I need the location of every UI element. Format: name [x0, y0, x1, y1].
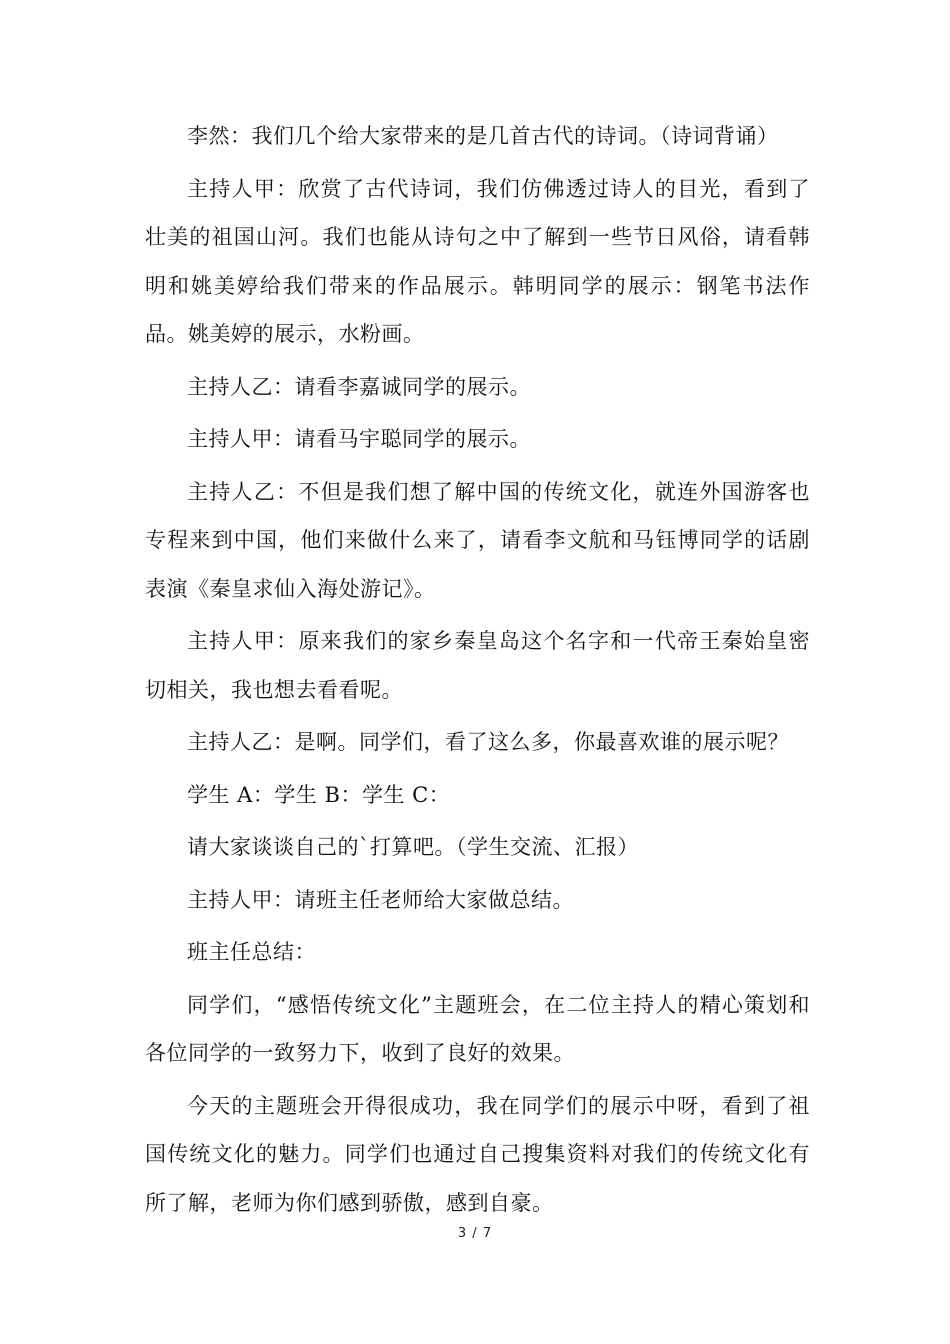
- paragraph-host-a-qinhuangdao: 主持人甲：原来我们的家乡秦皇岛这个名字和一代帝王秦始皇密切相关，我也想去看看呢。: [145, 629, 810, 702]
- paragraph-host-b-li-jiacheng: 主持人乙：请看李嘉诚同学的展示。: [187, 374, 531, 399]
- page-number: 3 / 7: [457, 1226, 493, 1241]
- paragraph-students: 学生 A：学生 B：学生 C：: [187, 782, 451, 807]
- document-body: [145, 112, 810, 1231]
- paragraph-teacher-summary-heading: 班主任总结：: [187, 940, 316, 964]
- paragraph-host-a-summary-request: 主持人甲：请班主任老师给大家做总结。: [187, 887, 574, 912]
- paragraph-host-a-poetry: 主持人甲：欣赏了古代诗词，我们仿佛透过诗人的目光，看到了壮美的祖国山河。我们也能从诗句之中了解到一些节日风俗，请看韩明和姚美婷给我们带来的作品展示。韩明同学的展示：钢笔书法作品。姚美婷的展示，水粉画。: [145, 176, 810, 346]
- paragraph-discussion: 请大家谈谈自己的`打算吧。（学生交流、汇报）: [187, 835, 639, 859]
- paragraph-host-a-ma-yucong: 主持人甲：请看马宇聪同学的展示。: [187, 427, 531, 451]
- paragraph-li-ran: 李然：我们几个给大家带来的是几首古代的诗词。（诗词背诵）: [187, 124, 779, 148]
- paragraph-teacher-summary-1: 同学们，“感悟传统文化”主题班会，在二位主持人的精心策划和各位同学的一致努力下，收到了良好的效果。: [145, 992, 810, 1065]
- paragraph-host-b-favorite: 主持人乙：是啊。同学们，看了这么多，你最喜欢谁的展示呢？: [187, 730, 789, 754]
- paragraph-teacher-summary-2: 今天的主题班会开得很成功，我在同学们的展示中呀，看到了祖国传统文化的魅力。同学们也通过自己搜集资料对我们的传统文化有所了解，老师为你们感到骄傲，感到自豪。: [145, 1093, 810, 1215]
- paragraph-host-b-foreign-visitors: 主持人乙：不但是我们想了解中国的传统文化，就连外国游客也专程来到中国，他们来做什么来了，请看李文航和马钰博同学的话剧表演《秦皇求仙入海处游记》。: [145, 479, 810, 601]
